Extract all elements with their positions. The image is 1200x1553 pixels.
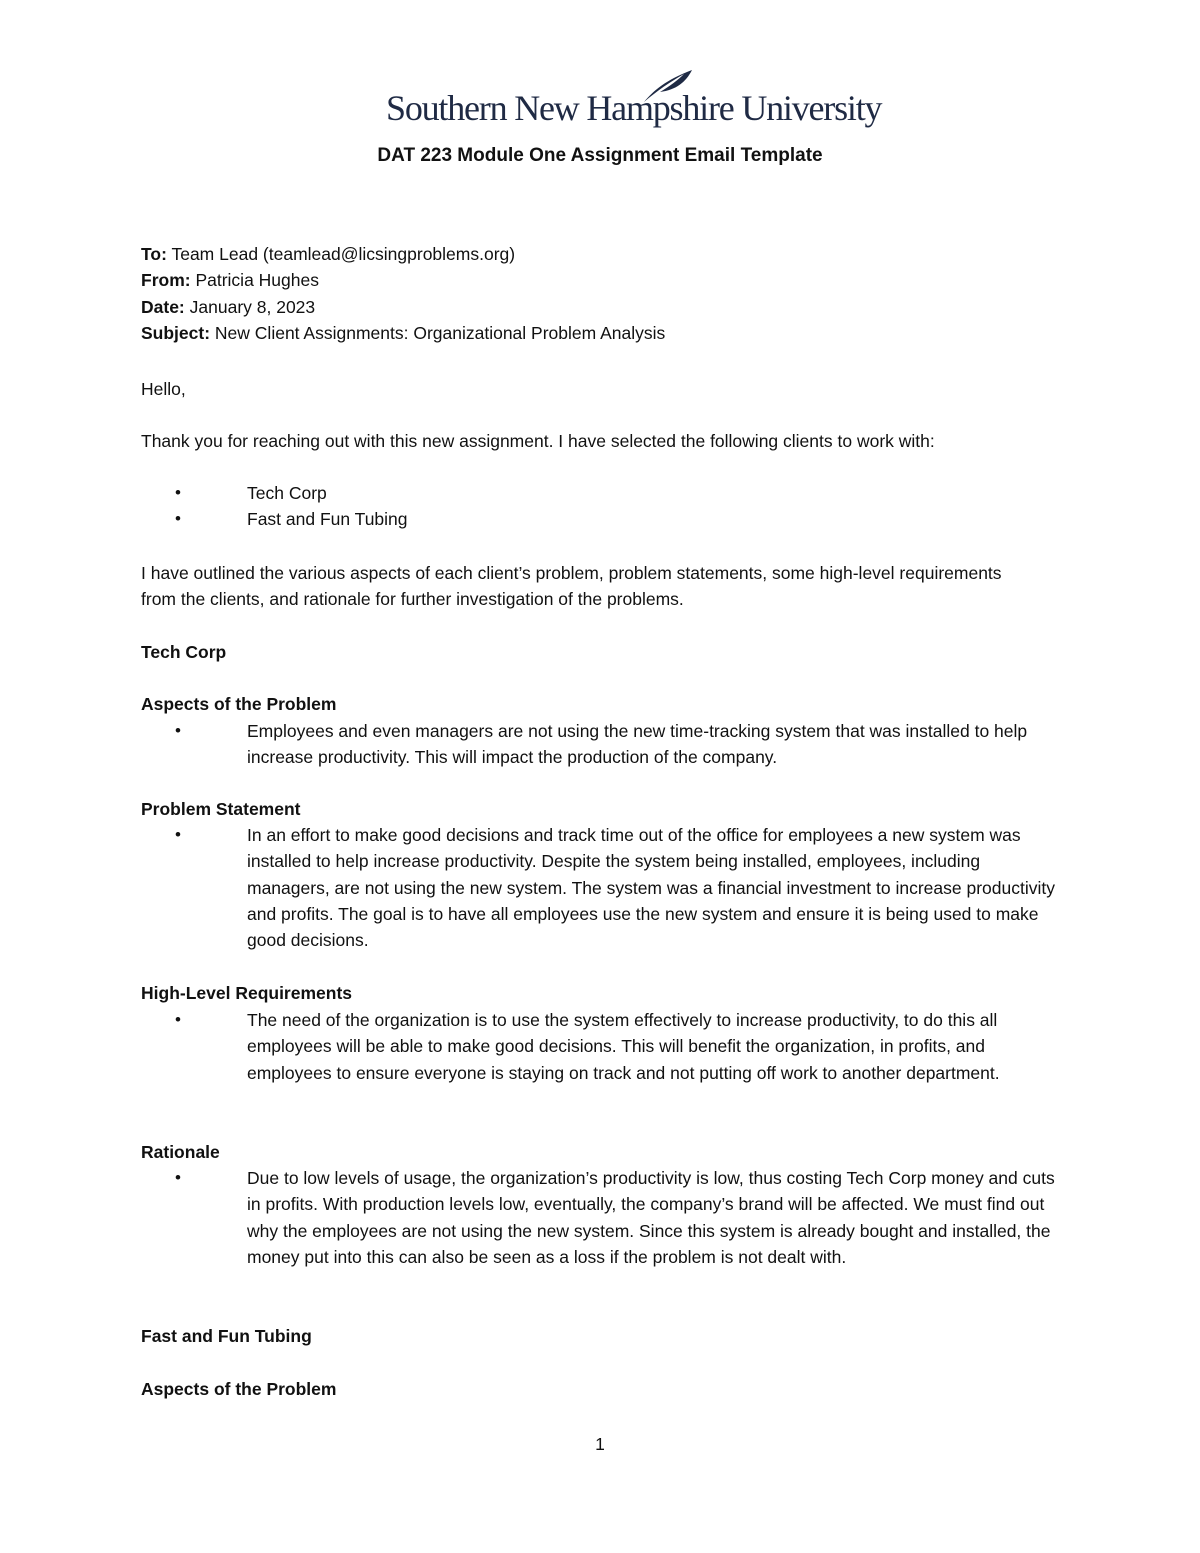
- client-name: Fast and Fun Tubing: [247, 509, 408, 530]
- date-value: January 8, 2023: [189, 296, 316, 317]
- tech-corp-rationale-heading: Rationale: [141, 1142, 220, 1162]
- bullet-icon: •: [175, 825, 181, 844]
- list-item: [141, 822, 1067, 953]
- bullet-icon: •: [175, 483, 181, 502]
- to-row: [141, 241, 665, 267]
- from-label: From:: [141, 270, 191, 291]
- page-number: 1: [595, 1434, 605, 1454]
- to-label: To:: [141, 244, 167, 264]
- subject-label: Subject:: [141, 322, 211, 343]
- email-header: [141, 241, 665, 346]
- date-row: [141, 294, 665, 320]
- statement-text: In an effort to make good decisions and track time out of the office for employees a new system was installed to help increase productivity. Despite the system being installed, employees, including managers, are not using the new system. The system was a financial investment to increase productivity and profits. The goal is to have all employees use the new system and ensure it is being used to make good decisions.: [247, 825, 1055, 951]
- subject-value: New Client Assignments: Organizational Problem Analysis: [214, 322, 666, 343]
- university-logo: [386, 68, 882, 136]
- document-title: DAT 223 Module One Assignment Email Template: [377, 145, 823, 166]
- requirements-text: The need of the organization is to use the system effectively to increase productivity, to do this all employees will be able to make good decisions. This will benefit the organization, in profits, and employees to ensure everyone is staying on track and not putting off work to another department.: [247, 1010, 1000, 1083]
- tech-corp-statement-heading: Problem Statement: [141, 799, 301, 819]
- aspects-text: Employees and even managers are not using the new time-tracking system that was installed to help increase productivity. This will impact the production of the company.: [247, 721, 1028, 768]
- subject-row: [141, 320, 665, 346]
- bullet-icon: •: [175, 509, 181, 529]
- tech-corp-aspects-heading: Aspects of the Problem: [141, 694, 337, 714]
- client-name: Tech Corp: [247, 483, 327, 503]
- intro-paragraph: Thank you for reaching out with this new assignment. I have selected the following clients to work with:: [141, 431, 935, 451]
- logo-wordmark: Southern New Hampshire University: [386, 88, 882, 128]
- client-list: [141, 480, 1067, 533]
- tech-corp-rationale-list: [141, 1165, 1067, 1270]
- rationale-text: Due to low levels of usage, the organization’s productivity is low, thus costing Tech Corp money and cuts in profits. With production levels low, eventually, the company’s brand will be affected. We must find out why the employees are not using the new system. Since this system is already bought and installed, the money put into this can also be seen as a loss if the problem is not dealt with.: [247, 1168, 1055, 1267]
- to-value: Team Lead (teamlead@licsingproblems.org): [171, 244, 516, 264]
- outline-paragraph: I have outlined the various aspects of each client’s problem, problem statements, some high-level requirements from the clients, and rationale for further investigation of the problems.: [141, 563, 1002, 610]
- list-item: [141, 1165, 1067, 1270]
- tech-corp-requirements-heading: High-Level Requirements: [141, 983, 353, 1003]
- list-item: [141, 506, 1067, 532]
- fast-fun-aspects-heading: Aspects of the Problem: [141, 1379, 337, 1399]
- tech-corp-heading: Tech Corp: [141, 642, 227, 662]
- from-row: [141, 267, 665, 293]
- bullet-icon: •: [175, 1168, 181, 1187]
- bullet-icon: •: [175, 721, 181, 740]
- list-item: [141, 718, 1067, 771]
- greeting: Hello,: [141, 379, 186, 399]
- date-label: Date:: [141, 296, 185, 317]
- tech-corp-aspects-list: [141, 718, 1067, 771]
- list-item: [141, 1007, 1067, 1086]
- bullet-icon: •: [175, 1010, 181, 1029]
- tech-corp-requirements-list: [141, 1007, 1067, 1086]
- from-value: Patricia Hughes: [195, 270, 319, 291]
- fast-fun-heading: Fast and Fun Tubing: [141, 1326, 312, 1346]
- tech-corp-statement-list: [141, 822, 1067, 953]
- list-item: [141, 480, 1067, 506]
